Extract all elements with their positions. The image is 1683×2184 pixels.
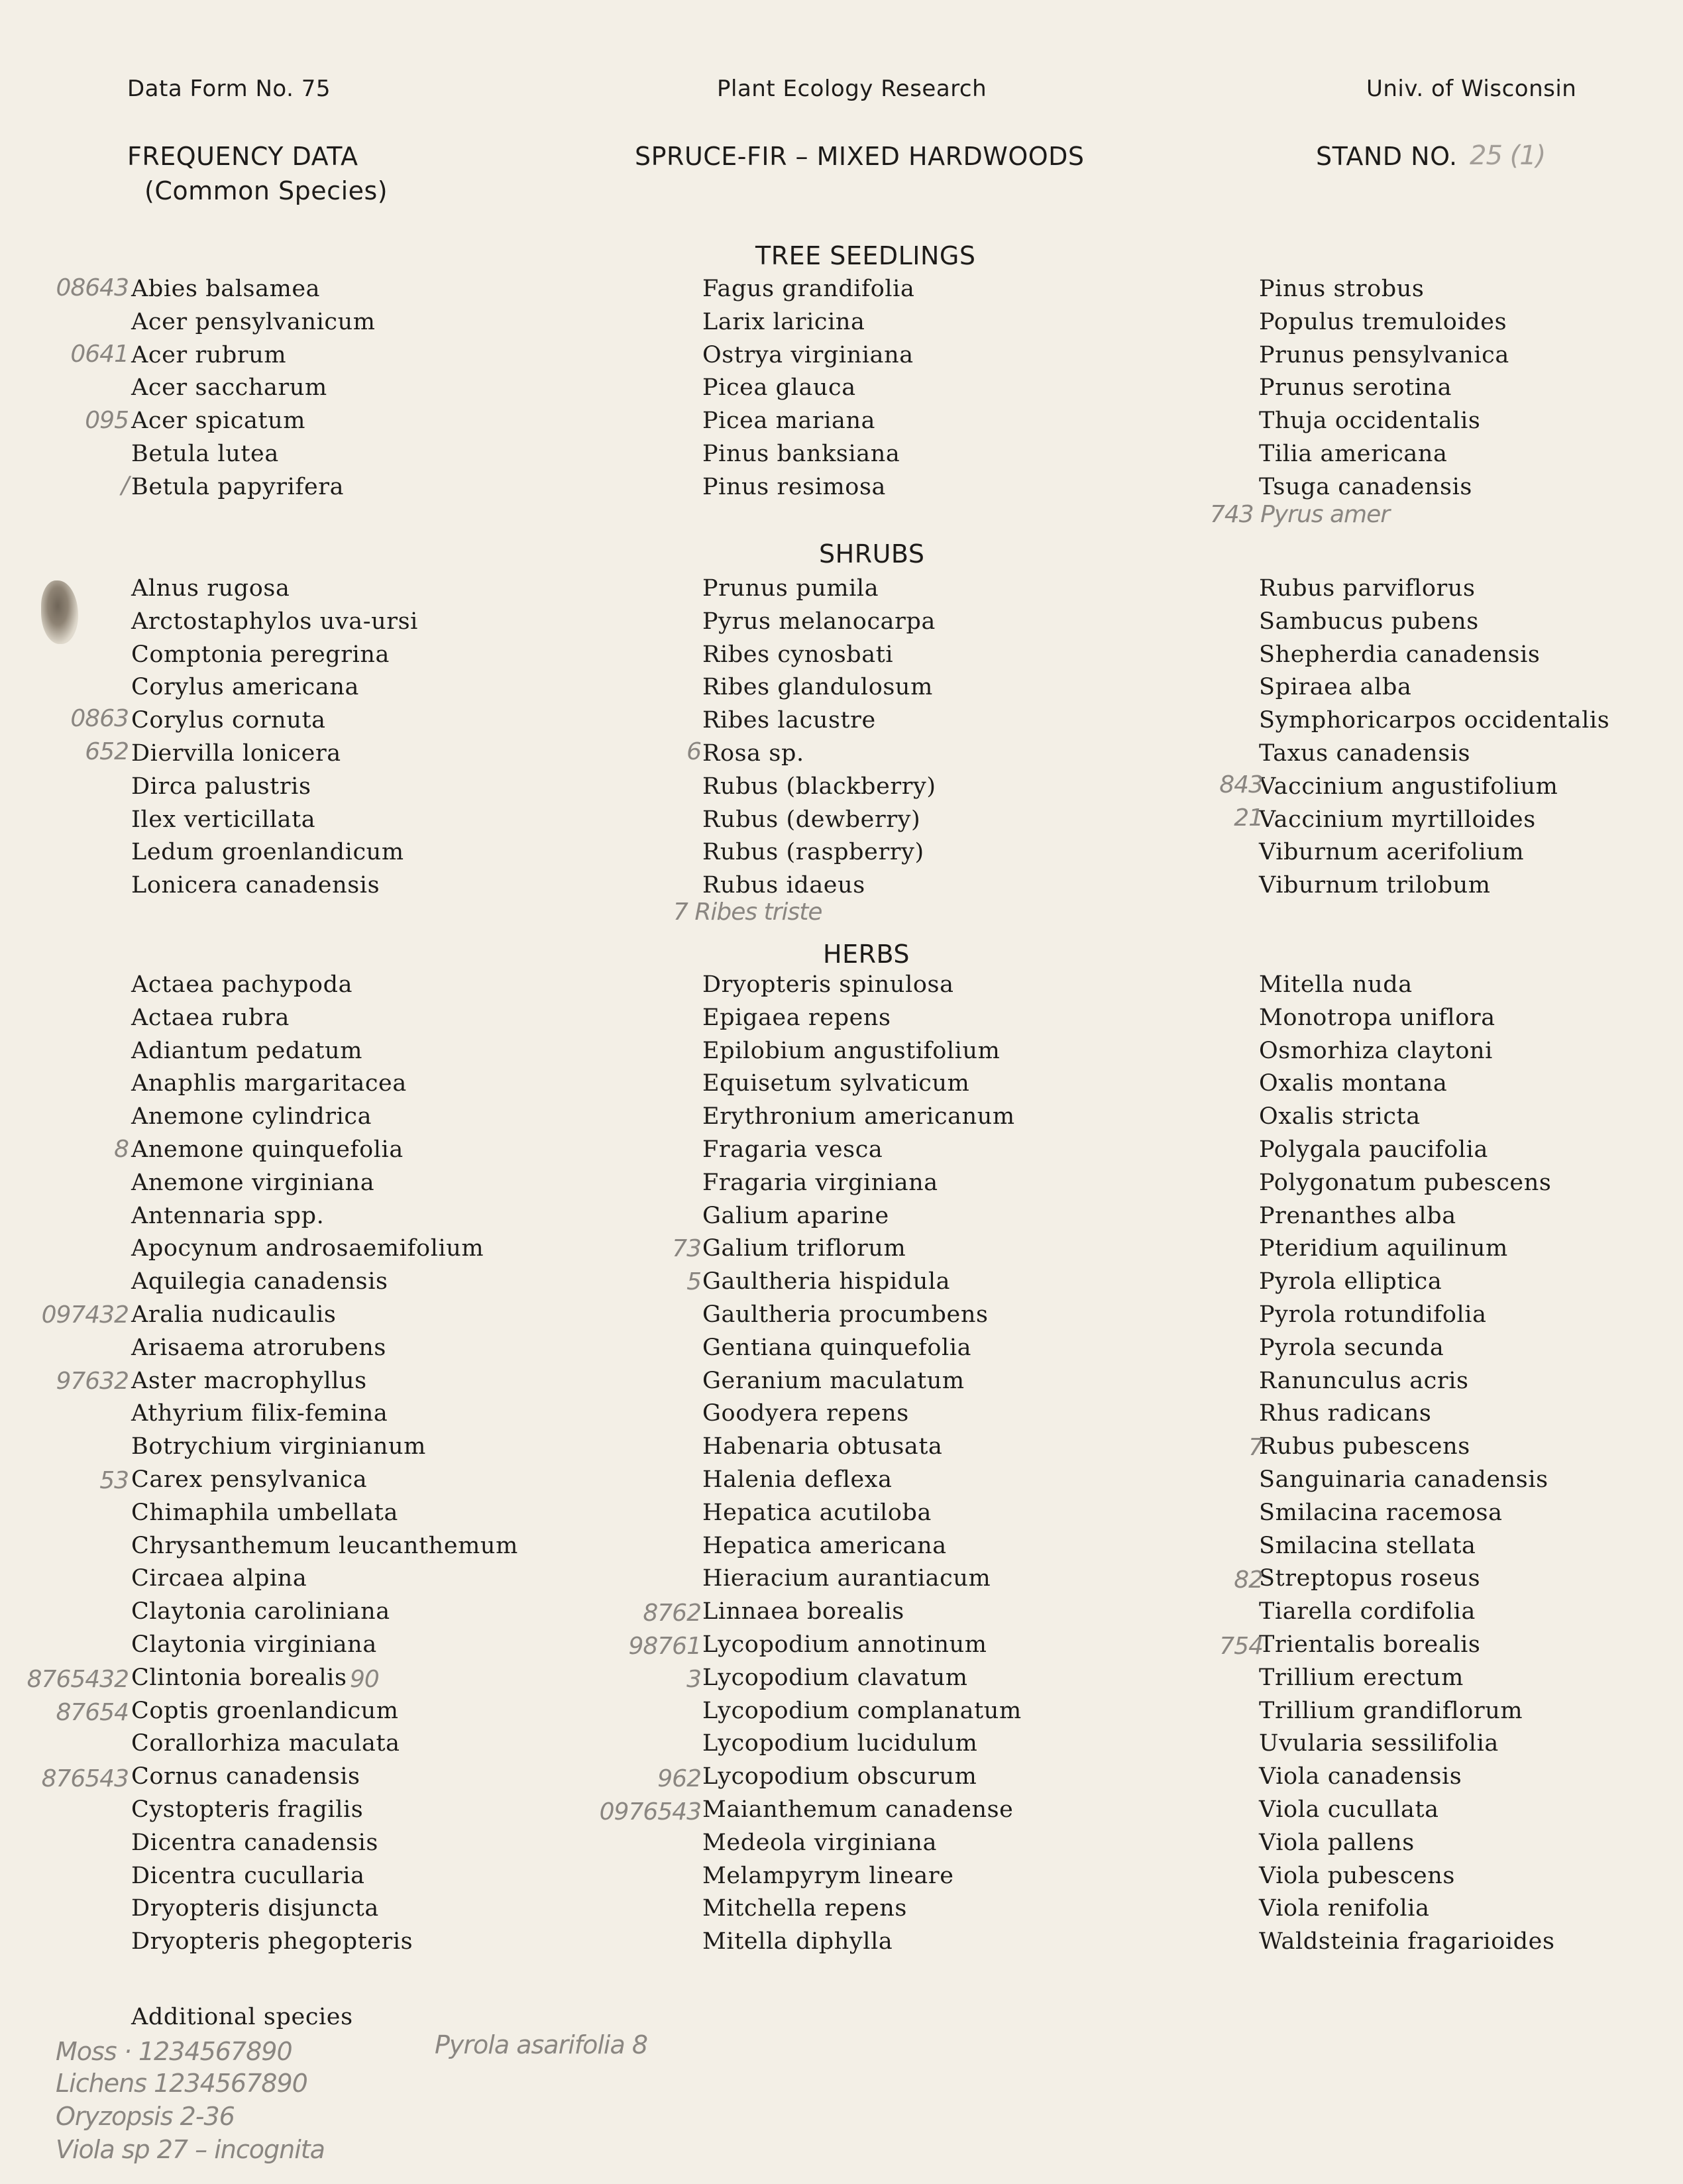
species-name: Vaccinium angustifolium xyxy=(1259,773,1558,800)
species-name: Dirca palustris xyxy=(131,773,311,800)
species-name: Dicentra canadensis xyxy=(131,1829,378,1856)
form-number: Data Form No. 75 xyxy=(127,76,331,102)
species-name: Gaultheria procumbens xyxy=(702,1301,989,1328)
species-name: Streptopus roseus xyxy=(1259,1565,1481,1592)
species-name: Actaea pachypoda xyxy=(131,971,353,998)
species-name: Dryopteris disjuncta xyxy=(131,1895,379,1922)
species-name: Lycopodium annotinum xyxy=(702,1631,987,1658)
handwritten-additional-species: Pyrola asarifolia 8 xyxy=(435,2030,648,2059)
species-name: Apocynum androsaemifolium xyxy=(131,1235,484,1262)
species-name: Fagus grandifolia xyxy=(702,276,915,302)
species-name: Anemone virginiana xyxy=(131,1170,375,1196)
species-name: Medeola virginiana xyxy=(702,1829,938,1856)
species-name: Trillium grandiflorum xyxy=(1259,1698,1523,1724)
handwritten-note: 21 xyxy=(1234,804,1263,832)
species-name: Betula lutea xyxy=(131,441,279,467)
species-name: Prunus pensylvanica xyxy=(1259,342,1509,368)
handwritten-note: 876543 xyxy=(41,1765,129,1792)
species-name: Anemone quinquefolia xyxy=(131,1136,404,1163)
species-name: Lycopodium lucidulum xyxy=(702,1730,978,1757)
species-name: Pyrus melanocarpa xyxy=(702,608,936,635)
species-name: Coptis groenlandicum xyxy=(131,1698,399,1724)
species-name: Dicentra cucullaria xyxy=(131,1863,365,1889)
handwritten-note: 97632 xyxy=(56,1368,129,1395)
species-name: Betula papyrifera xyxy=(131,474,345,500)
species-name: Arctostaphylos uva-ursi xyxy=(131,608,418,635)
species-name: Habenaria obtusata xyxy=(702,1433,943,1460)
species-name: Prunus serotina xyxy=(1259,374,1452,401)
handwritten-additional-line: Lichens 1234567890 xyxy=(56,2069,307,2098)
species-name: Linnaea borealis xyxy=(702,1598,904,1625)
species-name: Pyrola elliptica xyxy=(1259,1268,1442,1295)
species-name: Lonicera canadensis xyxy=(131,872,380,899)
species-name: Corylus cornuta xyxy=(131,707,326,734)
species-name: Lycopodium complanatum xyxy=(702,1698,1022,1724)
species-name: Arisaema atrorubens xyxy=(131,1335,386,1361)
species-name: Goodyera repens xyxy=(702,1400,909,1427)
organization-name: Plant Ecology Research xyxy=(717,76,987,102)
species-name: Gentiana quinquefolia xyxy=(702,1335,972,1361)
species-name: Mitchella repens xyxy=(702,1895,907,1922)
species-name: Antennaria spp. xyxy=(131,1203,325,1229)
species-name: Anaphlis margaritacea xyxy=(131,1070,407,1097)
species-name: Ribes cynosbati xyxy=(702,641,894,668)
species-name: Erythronium americanum xyxy=(702,1103,1015,1130)
species-name: Cornus canadensis xyxy=(131,1763,360,1790)
species-name: Hepatica acutiloba xyxy=(702,1500,932,1526)
species-name: Oxalis montana xyxy=(1259,1070,1448,1097)
handwritten-additional-line: Oryzopsis 2-36 xyxy=(56,2102,235,2131)
handwritten-note: 962 xyxy=(657,1765,701,1792)
species-name: Aralia nudicaulis xyxy=(131,1301,337,1328)
handwritten-note: / xyxy=(121,472,129,499)
species-name: Viburnum acerifolium xyxy=(1259,839,1525,865)
species-name: Pinus resimosa xyxy=(702,474,887,500)
species-name: Pinus strobus xyxy=(1259,276,1425,302)
species-name: Corylus americana xyxy=(131,674,359,700)
species-name: Picea mariana xyxy=(702,408,876,434)
handwritten-note: 98761 xyxy=(628,1633,701,1660)
species-name: Acer rubrum xyxy=(131,342,287,368)
species-name: Sambucus pubens xyxy=(1259,608,1479,635)
species-name: Ostrya virginiana xyxy=(702,342,914,368)
handwritten-note: 743 Pyrus amer xyxy=(1210,501,1390,528)
species-name: Carex pensylvanica xyxy=(131,1466,368,1493)
species-name: Rubus pubescens xyxy=(1259,1433,1470,1460)
species-name: Dryopteris phegopteris xyxy=(131,1928,413,1955)
species-name: Viola canadensis xyxy=(1259,1763,1462,1790)
species-name: Maianthemum canadense xyxy=(702,1796,1014,1823)
species-name: Viola pallens xyxy=(1259,1829,1415,1856)
species-name: Prunus pumila xyxy=(702,575,879,602)
species-name: Sanguinaria canadensis xyxy=(1259,1466,1548,1493)
species-name: Pyrola rotundifolia xyxy=(1259,1301,1487,1328)
species-name: Viola cucullata xyxy=(1259,1796,1439,1823)
species-name: Trientalis borealis xyxy=(1259,1631,1481,1658)
species-name: Rubus (raspberry) xyxy=(702,839,924,865)
handwritten-note: 6 xyxy=(686,738,701,765)
species-name: Claytonia virginiana xyxy=(131,1631,377,1658)
species-name: Fragaria vesca xyxy=(702,1136,883,1163)
species-name: Galium triflorum xyxy=(702,1235,906,1262)
handwritten-note: 3 xyxy=(686,1666,701,1693)
handwritten-note: 82 xyxy=(1234,1566,1263,1594)
species-name: Hieracium aurantiacum xyxy=(702,1565,991,1592)
species-name: Prenanthes alba xyxy=(1259,1203,1456,1229)
species-name: Acer pensylvanicum xyxy=(131,309,376,335)
species-name: Polygala paucifolia xyxy=(1259,1136,1488,1163)
species-name: Pteridium aquilinum xyxy=(1259,1235,1508,1262)
species-name: Chimaphila umbellata xyxy=(131,1500,398,1526)
species-name: Pinus banksiana xyxy=(702,441,900,467)
species-name: Melampyrym lineare xyxy=(702,1863,954,1889)
species-name: Tiarella cordifolia xyxy=(1259,1598,1476,1625)
handwritten-note: 754 xyxy=(1219,1633,1263,1660)
species-name: Monotropa uniflora xyxy=(1259,1005,1495,1031)
species-name: Rhus radicans xyxy=(1259,1400,1432,1427)
species-name: Rubus (blackberry) xyxy=(702,773,936,800)
species-name: Polygonatum pubescens xyxy=(1259,1170,1552,1196)
species-name: Mitella nuda xyxy=(1259,971,1413,998)
handwritten-note: 7 xyxy=(1248,1434,1263,1461)
species-name: Diervilla lonicera xyxy=(131,740,341,767)
species-name: Athyrium filix-femina xyxy=(131,1400,388,1427)
species-name: Comptonia peregrina xyxy=(131,641,390,668)
species-name: Smilacina stellata xyxy=(1259,1533,1476,1559)
section-heading-shrubs: SHRUBS xyxy=(819,539,925,569)
species-name: Waldsteinia fragarioides xyxy=(1259,1928,1555,1955)
species-name: Thuja occidentalis xyxy=(1259,408,1481,434)
handwritten-note: 87654 xyxy=(56,1699,129,1726)
section-heading-tree-seedlings: TREE SEEDLINGS xyxy=(755,241,976,270)
species-name: Mitella diphylla xyxy=(702,1928,893,1955)
university-name: Univ. of Wisconsin xyxy=(1366,76,1577,102)
species-name: Tilia americana xyxy=(1259,441,1448,467)
handwritten-note: 8762 xyxy=(643,1600,701,1627)
species-name: Rubus (dewberry) xyxy=(702,806,921,833)
species-name: Vaccinium myrtilloides xyxy=(1259,806,1536,833)
species-name: Epigaea repens xyxy=(702,1005,891,1031)
species-name: Populus tremuloides xyxy=(1259,309,1507,335)
species-name: Symphoricarpos occidentalis xyxy=(1259,707,1610,734)
species-name: Lycopodium obscurum xyxy=(702,1763,977,1790)
species-name: Anemone cylindrica xyxy=(131,1103,372,1130)
species-name: Viola pubescens xyxy=(1259,1863,1455,1889)
species-name: Geranium maculatum xyxy=(702,1368,965,1394)
species-name: Oxalis stricta xyxy=(1259,1103,1421,1130)
species-name: Adiantum pedatum xyxy=(131,1038,362,1064)
handwritten-note: 8 xyxy=(114,1136,129,1163)
species-name: Ribes lacustre xyxy=(702,707,876,734)
handwritten-note: 90 xyxy=(350,1666,379,1693)
species-name: Trillium erectum xyxy=(1259,1665,1464,1691)
species-name: Acer saccharum xyxy=(131,374,327,401)
species-name: Picea glauca xyxy=(702,374,856,401)
species-name: Spiraea alba xyxy=(1259,674,1412,700)
species-name: Clintonia borealis xyxy=(131,1665,347,1691)
species-name: Ilex verticillata xyxy=(131,806,316,833)
species-name: Pyrola secunda xyxy=(1259,1335,1444,1361)
species-name: Aster macrophyllus xyxy=(131,1368,367,1394)
handwritten-note: 0863 xyxy=(70,705,129,732)
handwritten-additional-line: Moss · 1234567890 xyxy=(56,2037,292,2066)
paper-stain xyxy=(41,580,78,644)
species-name: Corallorhiza maculata xyxy=(131,1730,400,1757)
stand-number-handwritten: 25 (1) xyxy=(1470,140,1546,171)
species-name: Gaultheria hispidula xyxy=(702,1268,951,1295)
species-name: Equisetum sylvaticum xyxy=(702,1070,970,1097)
species-name: Larix laricina xyxy=(702,309,865,335)
handwritten-note: 08643 xyxy=(56,274,129,301)
species-name: Dryopteris spinulosa xyxy=(702,971,954,998)
handwritten-note: 7 Ribes triste xyxy=(673,899,822,926)
handwritten-note: 53 xyxy=(99,1467,129,1494)
species-name: Alnus rugosa xyxy=(131,575,290,602)
handwritten-note: 095 xyxy=(85,407,129,434)
species-name: Rosa sp. xyxy=(702,740,804,767)
species-name: Viola renifolia xyxy=(1259,1895,1430,1922)
species-name: Viburnum trilobum xyxy=(1259,872,1491,899)
handwritten-note: 097432 xyxy=(41,1301,129,1329)
species-name: Rubus idaeus xyxy=(702,872,865,899)
species-name: Fragaria virginiana xyxy=(702,1170,938,1196)
common-species-subtitle: (Common Species) xyxy=(144,176,388,205)
frequency-data-title: FREQUENCY DATA xyxy=(127,142,358,171)
species-name: Halenia deflexa xyxy=(702,1466,893,1493)
species-name: Osmorhiza claytoni xyxy=(1259,1038,1493,1064)
handwritten-note: 843 xyxy=(1219,771,1263,798)
handwritten-note: 0976543 xyxy=(599,1798,701,1826)
species-name: Abies balsamea xyxy=(131,276,321,302)
community-type-title: SPRUCE-FIR – MIXED HARDWOODS xyxy=(635,142,1085,171)
species-name: Taxus canadensis xyxy=(1259,740,1471,767)
species-name: Actaea rubra xyxy=(131,1005,290,1031)
additional-species-label: Additional species xyxy=(131,2004,353,2030)
handwritten-note: 8765432 xyxy=(27,1666,129,1693)
handwritten-note: 652 xyxy=(85,738,129,765)
species-name: Ribes glandulosum xyxy=(702,674,933,700)
species-name: Hepatica americana xyxy=(702,1533,947,1559)
section-heading-herbs: HERBS xyxy=(823,940,910,969)
species-name: Ledum groenlandicum xyxy=(131,839,404,865)
species-name: Uvularia sessilifolia xyxy=(1259,1730,1499,1757)
handwritten-additional-line: Viola sp 27 – incognita xyxy=(56,2135,325,2164)
species-name: Smilacina racemosa xyxy=(1259,1500,1503,1526)
species-name: Shepherdia canadensis xyxy=(1259,641,1541,668)
handwritten-note: 73 xyxy=(672,1235,701,1262)
species-name: Chrysanthemum leucanthemum xyxy=(131,1533,518,1559)
species-name: Rubus parviflorus xyxy=(1259,575,1476,602)
species-name: Acer spicatum xyxy=(131,408,306,434)
stand-number-label: STAND NO. xyxy=(1316,142,1458,171)
species-name: Tsuga canadensis xyxy=(1259,474,1472,500)
handwritten-note: 0641 xyxy=(70,341,129,368)
species-name: Claytonia caroliniana xyxy=(131,1598,390,1625)
species-name: Circaea alpina xyxy=(131,1565,307,1592)
species-name: Epilobium angustifolium xyxy=(702,1038,1001,1064)
species-name: Galium aparine xyxy=(702,1203,889,1229)
handwritten-note: 5 xyxy=(686,1268,701,1295)
species-name: Ranunculus acris xyxy=(1259,1368,1469,1394)
species-name: Cystopteris fragilis xyxy=(131,1796,364,1823)
species-name: Botrychium virginianum xyxy=(131,1433,426,1460)
species-name: Lycopodium clavatum xyxy=(702,1665,968,1691)
species-name: Aquilegia canadensis xyxy=(131,1268,388,1295)
